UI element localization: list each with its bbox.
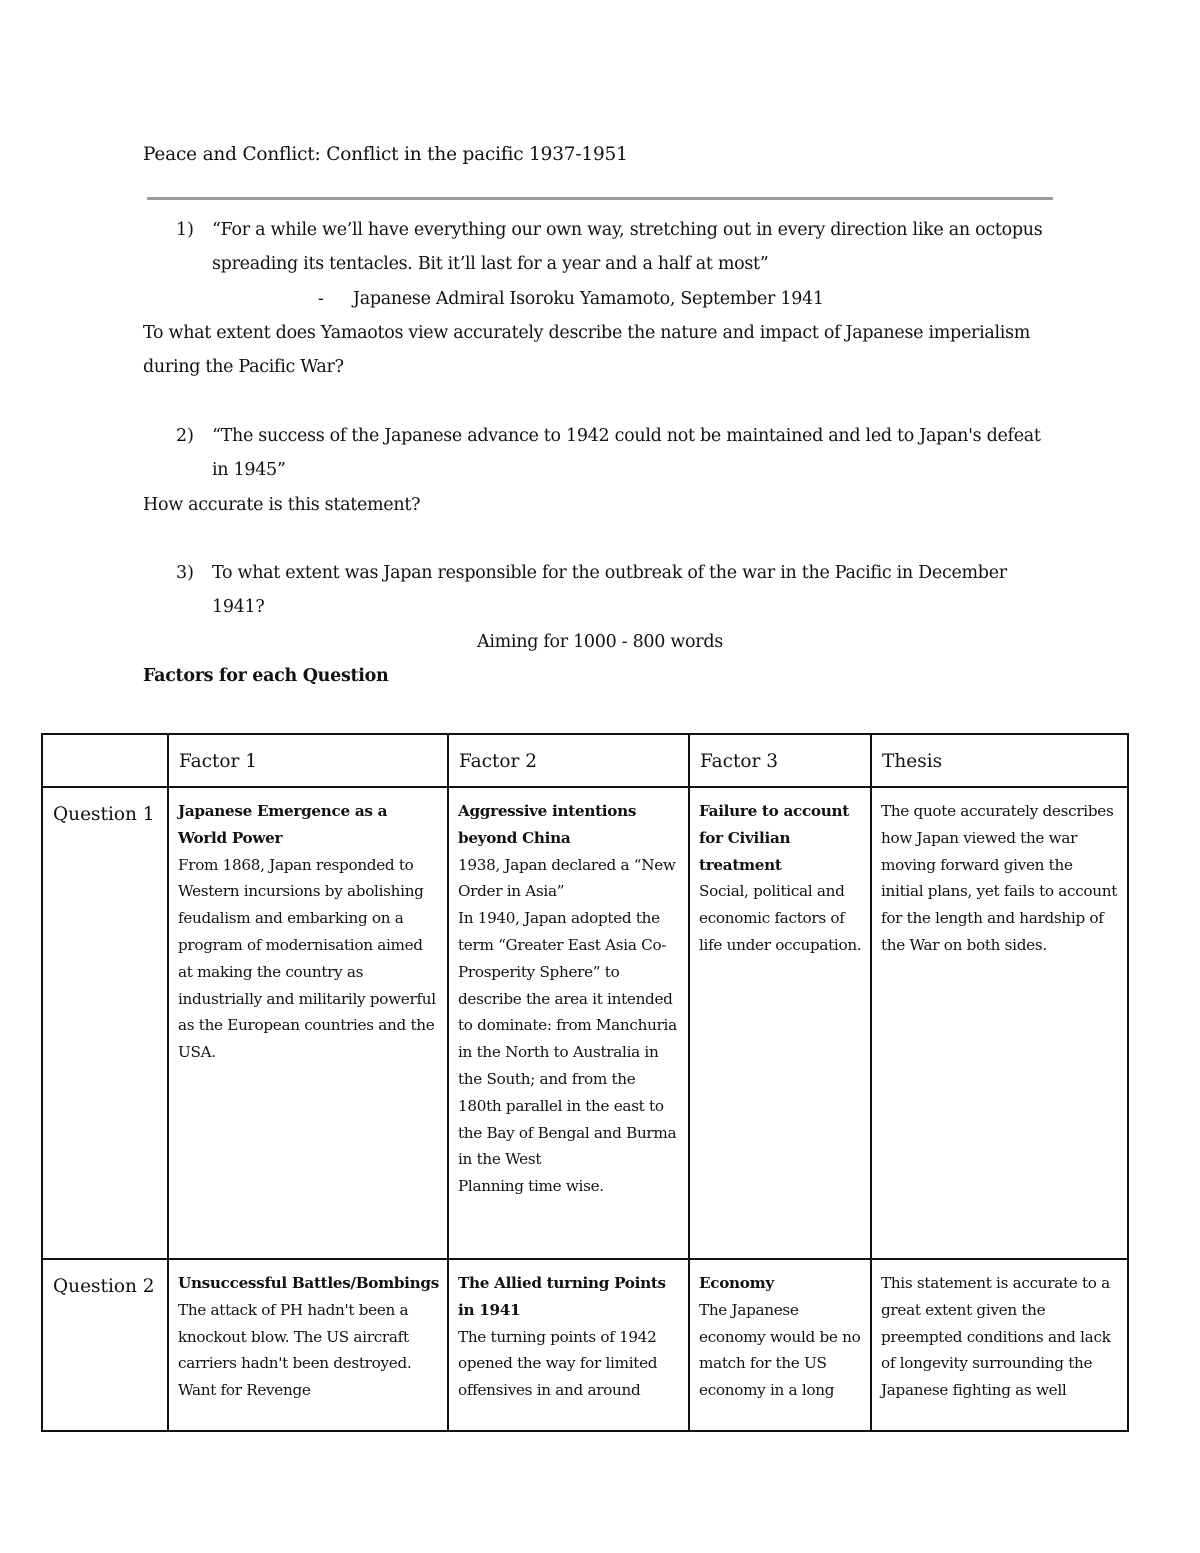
title-divider	[147, 197, 1053, 200]
factors-heading: Factors for each Question	[143, 666, 389, 686]
q2-thesis-cell	[871, 1259, 1128, 1431]
question-1-prompt-line-1: To what extent does Yamaotos view accurately describe the nature and impact of Japanese imperialism	[143, 323, 1031, 343]
q2-factor-2-title: The Allied turning Points in 1941	[458, 1274, 666, 1319]
q1-factor-1-body: From 1868, Japan responded to Western incursions by abolishing feudalism and embarking on a program of modernisation aimed at making the country as industrially and militarily powerful as the European countries and the USA.	[178, 855, 436, 1062]
row-label-question-1: Question 1	[42, 787, 168, 1259]
q1-factor-2-cell	[448, 787, 689, 1259]
q2-factor-2-body: The turning points of 1942 opened the way for limited offensives in and around	[458, 1327, 658, 1400]
q1-factor-1-title: Japanese Emergence as a World Power	[178, 802, 388, 847]
header-empty	[42, 734, 168, 787]
question-1-quote-line-2: spreading its tentacles. Bit it’ll last for a year and a half at most”	[212, 254, 769, 274]
question-1-prompt-line-2: during the Pacific War?	[143, 357, 344, 377]
q2-factor-3-title: Economy	[699, 1274, 774, 1292]
question-3-number: 3)	[176, 563, 194, 583]
factors-table	[41, 733, 1129, 1432]
table-row-question-1	[42, 787, 1128, 1259]
header-factor-1: Factor 1	[168, 734, 448, 787]
q2-factor-2-cell	[448, 1259, 689, 1431]
q1-factor-3-body: Social, political and economic factors of life under occupation.	[699, 882, 862, 954]
question-1-quote-line-1: “For a while we’ll have everything our own way, stretching out in every direction like an octopus	[212, 220, 1043, 240]
table-header-row	[42, 734, 1128, 787]
question-2-quote-line-2: in 1945”	[212, 460, 286, 480]
q2-factor-1-title: Unsuccessful Battles/Bombings	[178, 1274, 439, 1292]
q1-thesis-body: The quote accurately describes how Japan viewed the war moving forward given the initial plans, yet fails to account for the length and hardship of the War on both sides.	[881, 802, 1118, 954]
q1-factor-2-body: 1938, Japan declared a “New Order in Asia” In 1940, Japan adopted the term “Greater East Asia Co-Prosperity Sphere” to describe the area it intended to dominate: from Manchuria in the North to Australia in the South; and from the 180th parallel in the east to the Bay of Bengal and Burma in the West Planning time wise.	[458, 855, 677, 1196]
question-3-line-2: 1941?	[212, 597, 265, 617]
question-2-number: 2)	[176, 426, 194, 446]
header-thesis: Thesis	[871, 734, 1128, 787]
question-1-attribution: Japanese Admiral Isoroku Yamamoto, September 1941	[353, 289, 824, 309]
q2-factor-1-cell	[168, 1259, 448, 1431]
q1-thesis-cell	[871, 787, 1128, 1259]
q2-factor-3-cell	[689, 1259, 871, 1431]
question-1-attribution-dash: -	[318, 289, 324, 309]
q2-factor-1-body: The attack of PH hadn't been a knockout blow. The US aircraft carriers hadn't been destroyed. Want for Revenge	[178, 1300, 412, 1400]
q1-factor-3-cell	[689, 787, 871, 1259]
page-title: Peace and Conflict: Conflict in the pacific 1937-1951	[143, 144, 628, 165]
q1-factor-1-cell	[168, 787, 448, 1259]
row-label-question-2: Question 2	[42, 1259, 168, 1431]
question-3-line-1: To what extent was Japan responsible for the outbreak of the war in the Pacific in December	[212, 563, 1007, 583]
question-2-prompt: How accurate is this statement?	[143, 495, 421, 515]
question-1-number: 1)	[176, 220, 194, 240]
q1-factor-3-title: Failure to account for Civilian treatment	[699, 802, 849, 874]
word-target: Aiming for 1000 - 800 words	[477, 632, 723, 652]
q1-factor-2-title: Aggressive intentions beyond China	[458, 802, 637, 847]
q2-thesis-body: This statement is accurate to a great extent given the preempted conditions and lack of longevity surrounding the Japanese fighting as well	[881, 1274, 1111, 1400]
q2-factor-3-body: The Japanese economy would be no match for the US economy in a long	[699, 1300, 861, 1400]
header-factor-3: Factor 3	[689, 734, 871, 787]
question-2-quote-line-1: “The success of the Japanese advance to 1942 could not be maintained and led to Japan's defeat	[212, 426, 1041, 446]
table-row-question-2	[42, 1259, 1128, 1431]
header-factor-2: Factor 2	[448, 734, 689, 787]
